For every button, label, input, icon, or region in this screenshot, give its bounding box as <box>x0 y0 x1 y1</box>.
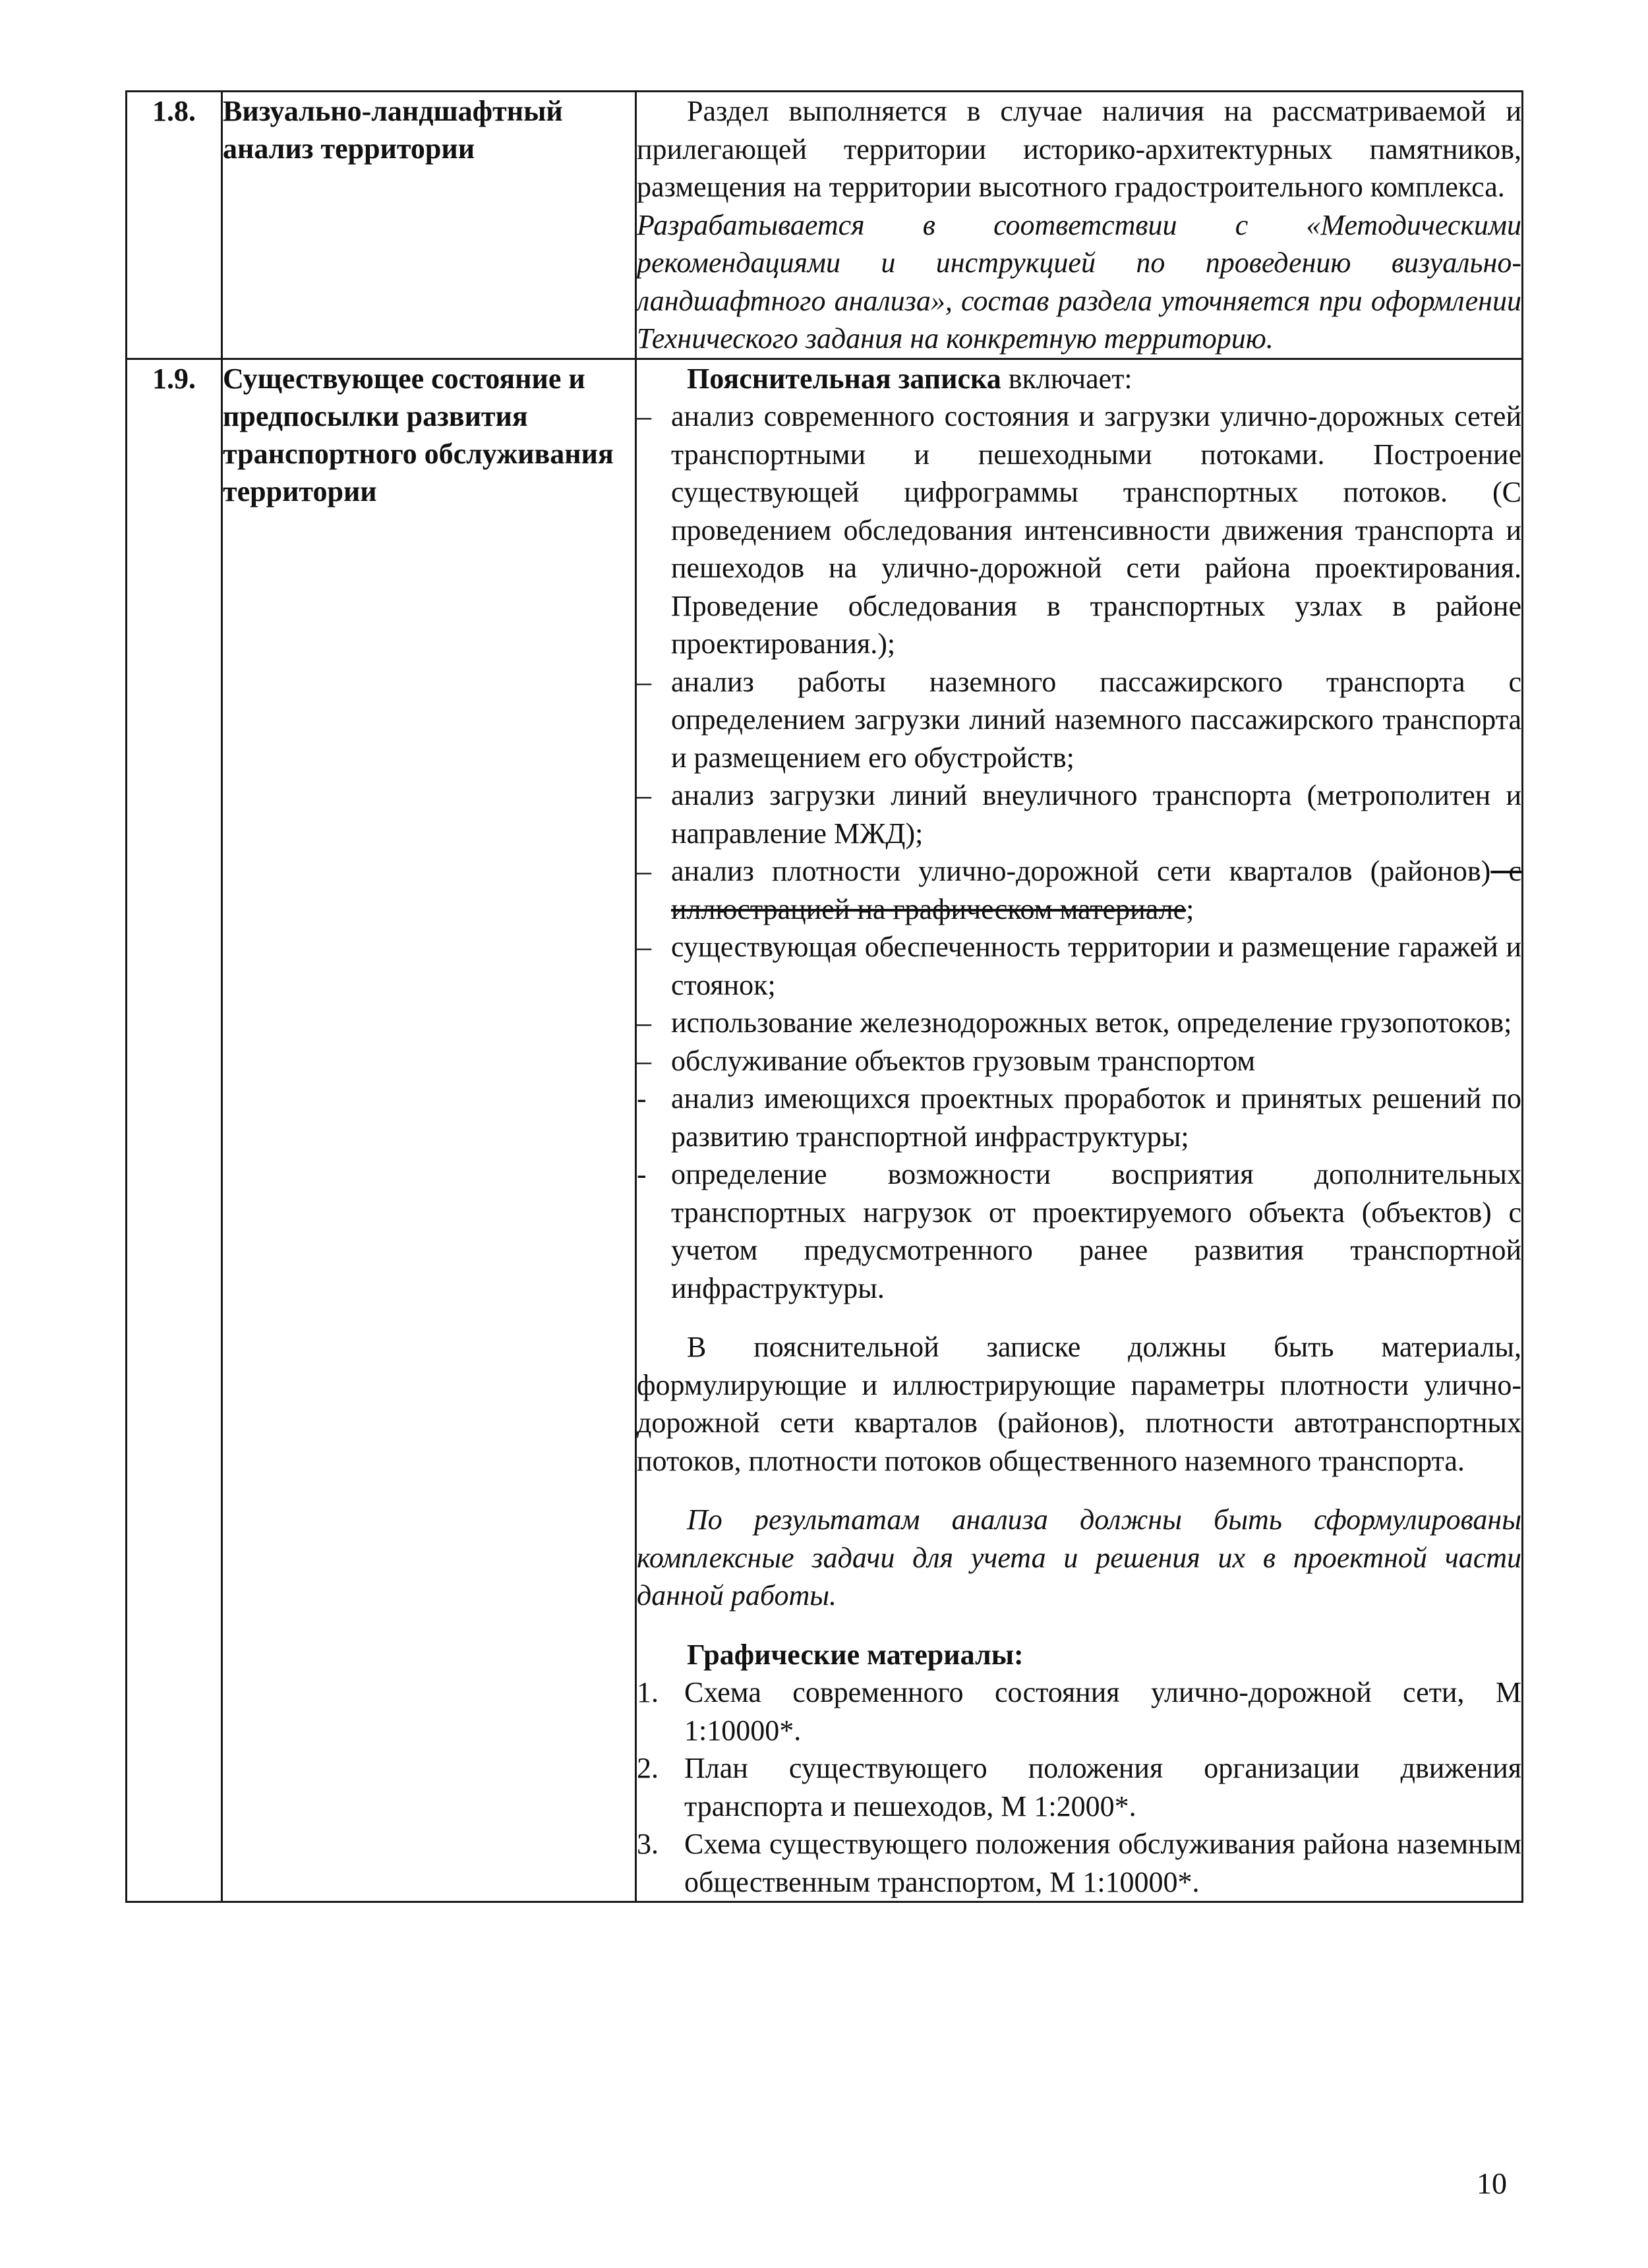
list-item <box>637 397 1521 663</box>
item-number: 2. <box>637 1752 659 1784</box>
list-item-text: анализ работы наземного пассажирского транспорта с определением загрузки линий наземного пассажирского транспорта и размещением его обустройств; <box>671 665 1521 774</box>
list-item <box>637 663 1521 777</box>
dash-marker: – <box>637 1044 651 1077</box>
dash-marker: – <box>637 779 651 811</box>
list-item-text: Схема современного состояния улично-дорожной сети, М 1:10000*. <box>684 1676 1521 1747</box>
analysis-list <box>637 397 1521 1307</box>
results-paragraph: По результатам анализа должны быть сформулированы комплексные задачи для учета и решения их в проектной части данной работы. <box>637 1503 1521 1612</box>
list-item-text: анализ загрузки линий внеуличного транспорта (метрополитен и направление МЖД); <box>671 779 1521 850</box>
struck-text: с иллюстрацией на графическом материале <box>671 855 1522 925</box>
explanatory-note-heading <box>637 360 1521 398</box>
item-number: 1. <box>637 1676 659 1708</box>
list-item-text: анализ плотности улично-дорожной сети кварталов (районов) <box>671 855 1491 887</box>
list-item-end: ; <box>1186 892 1194 925</box>
body-paragraph: Раздел выполняется в случае наличия на рассматриваемой и прилегающей территории историко-архитектурных памятников, размещения на территории высотного градостроительного комплекса. <box>637 95 1521 203</box>
body-paragraph-italic: Разрабатывается в соответствии с «Методическими рекомендациями и инструкцией по проведению визуально-ландшафтного анализа», состав раздела уточняется при оформлении Технического задания на конкретную территорию. <box>637 208 1521 355</box>
row-number: 1.8. <box>127 92 222 359</box>
list-item <box>637 1080 1521 1155</box>
list-item <box>637 852 1521 928</box>
row-title: Существующее состояние и предпосылки развития транспортного обслуживания территории <box>222 359 636 1902</box>
table-row <box>127 92 1523 359</box>
hyphen-marker: - <box>637 1082 647 1115</box>
list-item <box>637 1673 1521 1749</box>
item-number: 3. <box>637 1828 659 1860</box>
dash-marker: – <box>637 400 651 432</box>
dash-marker: – <box>637 1006 651 1039</box>
table-row <box>127 359 1523 1902</box>
list-item-text: определение возможности восприятия дополнительных транспортных нагрузок от проектируемого объекта (объектов) с учетом предусмотренного ранее развития транспортной инфраструктуры. <box>671 1158 1521 1304</box>
materials-paragraph: В пояснительной записке должны быть материалы, формулирующие и иллюстрирующие параметры плотности улично-дорожной сети кварталов (районов), плотности автотранспортных потоков, плотности потоков общественного наземного транспорта. <box>637 1331 1521 1477</box>
list-item-text: Схема существующего положения обслуживания района наземным общественным транспортом, М 1:10000*. <box>684 1828 1521 1898</box>
heading-bold: Пояснительная записка <box>687 362 1001 395</box>
list-item <box>637 1004 1521 1042</box>
graphics-list <box>637 1673 1521 1901</box>
dash-marker: – <box>637 855 651 887</box>
list-item-text: использование железнодорожных веток, определение грузопотоков; <box>671 1006 1512 1039</box>
list-item-text: анализ имеющихся проектных проработок и принятых решений по развитию транспортной инфраструктуры; <box>671 1082 1521 1153</box>
hyphen-marker: - <box>637 1158 647 1190</box>
dash-marker: – <box>637 931 651 963</box>
graphics-heading: Графические материалы: <box>687 1638 1024 1671</box>
list-item <box>637 1749 1521 1825</box>
list-item-text: обслуживание объектов грузовым транспортом <box>671 1044 1256 1077</box>
requirements-table <box>125 90 1523 1903</box>
heading-rest: включает: <box>1001 362 1133 395</box>
list-item <box>637 928 1521 1004</box>
list-item <box>637 1042 1521 1080</box>
list-item-text: анализ современного состояния и загрузки улично-дорожных сетей транспортными и пешеходными потоками. Построение существующей цифрограммы транспортных потоков. (С проведением обследования интенсивности движения транспорта и пешеходов на улично-дорожной сети района проектирования. Проведение обследования в транспортных узлах в районе проектирования.); <box>671 400 1521 660</box>
row-title: Визуально-ландшафтный анализ территории <box>222 92 636 359</box>
row-number: 1.9. <box>127 359 222 1902</box>
list-item <box>637 1155 1521 1307</box>
list-item-text: План существующего положения организации движения транспорта и пешеходов, М 1:2000*. <box>684 1752 1521 1822</box>
row-body <box>636 359 1523 1902</box>
list-item <box>637 776 1521 852</box>
list-item-text: существующая обеспеченность территории и размещение гаражей и стоянок; <box>671 931 1521 1001</box>
page-number: 10 <box>1477 2166 1507 2200</box>
list-item <box>637 1825 1521 1901</box>
dash-marker: – <box>637 665 651 698</box>
row-body <box>636 92 1523 359</box>
